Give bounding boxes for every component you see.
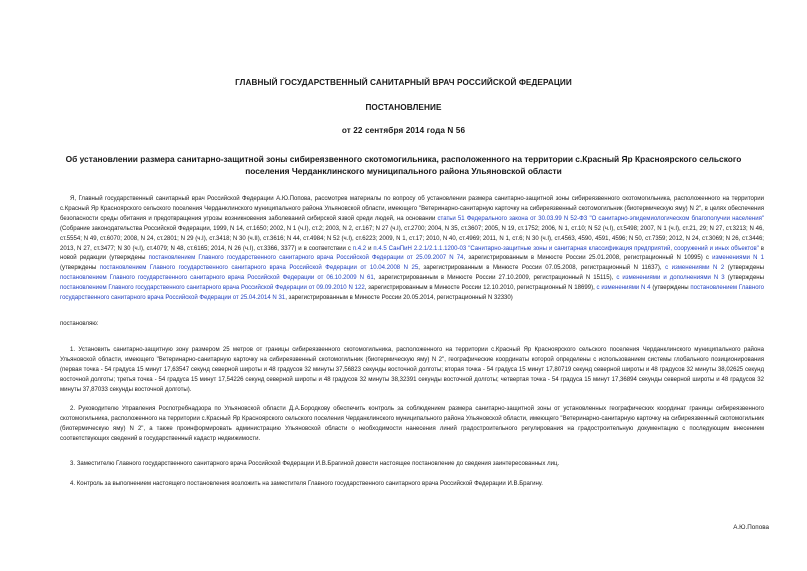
sanpin-clause-4-5-link[interactable]: п.4.5 СанПиН 2.2.1/2.1.1.1200-03 "Санитарно-защитные зоны и санитарная классификация предприятий, сооружений и иных объектов" xyxy=(373,245,759,252)
sanpin-clause-4-2-link[interactable]: п.4.2 xyxy=(352,245,367,252)
amendments-4-link[interactable]: с изменениями N 4 xyxy=(596,285,651,292)
preamble-text: в новой редакции (утверждены xyxy=(60,245,764,262)
preamble-paragraph xyxy=(60,195,764,304)
issuing-authority: ГЛАВНЫЙ ГОСУДАРСТВЕННЫЙ САНИТАРНЫЙ ВРАЧ РОССИЙСКОЙ ФЕДЕРАЦИИ xyxy=(235,78,572,87)
preamble-text: , зарегистрированным в Минюсте России 12.10.2010, регистрационный N 18699), xyxy=(364,285,597,292)
preamble-text: (утверждены xyxy=(724,265,764,272)
preamble-text: и xyxy=(366,245,374,252)
document-date-number: от 22 сентября 2014 года N 56 xyxy=(341,126,466,135)
resolution-item-3: 3. Заместителю Главного государственного санитарного врача Российской Федерации И.В.Брагиной довести настоящее постановление до сведения заинтересованных лиц. xyxy=(70,461,560,467)
resolution-25-link[interactable]: постановлением Главного государственного санитарного врача Российской Федерации от 10.04.2008 N 25 xyxy=(99,265,419,272)
preamble-text: (утверждены xyxy=(60,265,100,272)
amendments-1-link[interactable]: изменениями N 1 xyxy=(712,255,764,262)
resolution-74-link[interactable]: постановлением Главного государственного санитарного врача Российской Федерации от 25.09.2007 N 74 xyxy=(148,255,464,262)
document-type: ПОСТАНОВЛЕНИЕ xyxy=(365,103,442,112)
preamble-text: , зарегистрированным в Минюсте России 27.10.2009, регистрационный N 15115), xyxy=(373,275,617,282)
preamble-text: , зарегистрированным в Минюсте России 07.05.2008, регистрационный N 11637), xyxy=(418,265,666,272)
preamble-text: (Собрание законодательства Российской Федерации, 1999, N 14, ст.1650; 2002, N 1 (ч.I), ст.2; 2003, N 2, ст.167; N 27 (ч.I), ст.2700; 2004, N 35, ст.3607; 2005, N 19, ст.1752; 2006, N 1, ст.10; N 52 (ч.I), ст.5498; 2007, N 1 (ч.I), ст.21, 29; N 27, ст.3213; N 46, ст.5554; N 49, ст.6070; 2008, N 24, ст.2801; N 29 (ч.I), ст.3418; N 30 (ч.II), ст.3616; N 44, ст.4984; N 52 (ч.I), ст.6223; 2009, N 1, ст.17; 2010, N 40, ст.4969; 2011, N 1, ст.6; N 30 (ч.I), ст.4563, 4590, 4591, 4596; N 50, ст.7359; 2012, N 24, ст.3069; N 26, ст.3446; 2013, N 27, ст.3477; N 30 (ч.I), ст.4079; N 48, ст.6165; 2014, N 26 (ч.I), ст.3366, 3377) и в соответствии с xyxy=(60,225,764,252)
amendments-3-link[interactable]: с изменениями и дополнениями N 3 xyxy=(616,275,725,282)
resolution-61-link[interactable]: постановлением Главного государственного санитарного врача Российской Федерации от 06.10.2009 N 61 xyxy=(60,275,374,282)
resolution-122-link[interactable]: постановлением Главного государственного санитарного врача Российской Федерации от 09.09.2010 N 122 xyxy=(60,285,365,292)
law-article-51-link[interactable]: статьи 51 Федерального закона от 30.03.99 N 52-ФЗ "О санитарно-эпидемиологическом благополучии населения" xyxy=(437,215,764,222)
preamble-text: Я, Главный государственный санитарный врач Российской Федерации А.Ю.Попова, рассмотрев материалы по вопросу об установлении размера санитарно-защитной зоны сибиреязвенного скотомогильника, расположенного на территории с.Красный Яр Красноярского сельского поселения Черданклинского муниципального района Ульяновской области, имеющего "Ветеринарно-санитарную карточку на сибиреязвенный скотомогильник (биотермическую яму) N 2", в целях обеспечения безопасности среды обитания и предотвращения угрозы возникновения заболеваний сибирской язвой среди людей, на основании xyxy=(60,196,764,222)
preamble-text: (утверждены xyxy=(724,275,764,282)
signatory: А.Ю.Попова xyxy=(733,524,769,531)
resolution-31-link[interactable]: постановлением Главного государственного санитарного врача Российской Федерации от 25.04.2014 N 31 xyxy=(60,285,764,302)
document-subject: Об установлении размера санитарно-защитной зоны сибиреязвенного скотомогильника, расположенного на территории с.Красный Яр Красноярского сельского поселения Черданклинского муниципального района Ульяновской области xyxy=(65,154,742,176)
preamble-text: , зарегистрированным в Минюсте России 25.01.2008, регистрационный N 10995) с xyxy=(463,255,713,262)
amendments-2-link[interactable]: с изменениями N 2 xyxy=(665,265,725,272)
preamble-text: , зарегистрированным в Минюсте России 20.05.2014, регистрационный N 32330) xyxy=(285,295,513,302)
resolution-item-2: 2. Руководителю Управления Роспотребнадзора по Ульяновской области Д.А.Бородкову обеспечить контроль за соблюдением размера санитарно-защитной зоны от установленных географических координат границы сибиреязвенного скотомогильника, расположенного на территории с.Красный Яр Красноярского сельского поселения Черданклинского муниципального района Ульяновской области, имеющего "Ветеринарно-санитарную карточку на сибиреязвенный скотомогильник (биотермическую яму) N 2", а также проинформировать администрацию Ульяновской области о необходимости нанесения линий градостроительного регулирования на градостроительную документацию с последующим внесением соответствующих сведений в государственный кадастр недвижимости. xyxy=(60,406,764,442)
preamble-text: (утверждены xyxy=(650,285,691,292)
resolution-item-1: 1. Установить санитарно-защитную зону размером 25 метров от границы сибиреязвенного скотомогильника, расположенного на территории с.Красный Яр Красноярского сельского поселения Черданклинского муниципального района Ульяновской области, имеющего "Ветеринарно-санитарную карточку на сибиреязвенный скотомогильник (биотермическую яму) N 2", географические координаты которой определены с использованием системы глобального позиционирования (первая точка - 54 градуса 15 минут 17,63547 секунд северной широты и 48 градусов 32 минуты 37,56823 секунды восточной долготы; вторая точка - 54 градуса 15 минут 17,80719 секунд северной широты и 48 градусов 32 минуты 38,02625 секунд восточной долготы; третья точка - 54 градуса 15 минут 17,54226 секунд северной широты и 48 градусов 32 минуты 38,32391 секунды восточной долготы; четвертая точка - 54 градуса 15 минут 17,36894 секунды северной широты и 48 градусов 32 минуты 37,87033 секунды восточной долготы). xyxy=(60,347,764,393)
resolves-label: постановляю: xyxy=(60,321,99,327)
resolution-item-4: 4. Контроль за выполнением настоящего постановления возложить на заместителя Главного государственного санитарного врача Российской Федерации И.В.Брагину. xyxy=(70,481,543,487)
